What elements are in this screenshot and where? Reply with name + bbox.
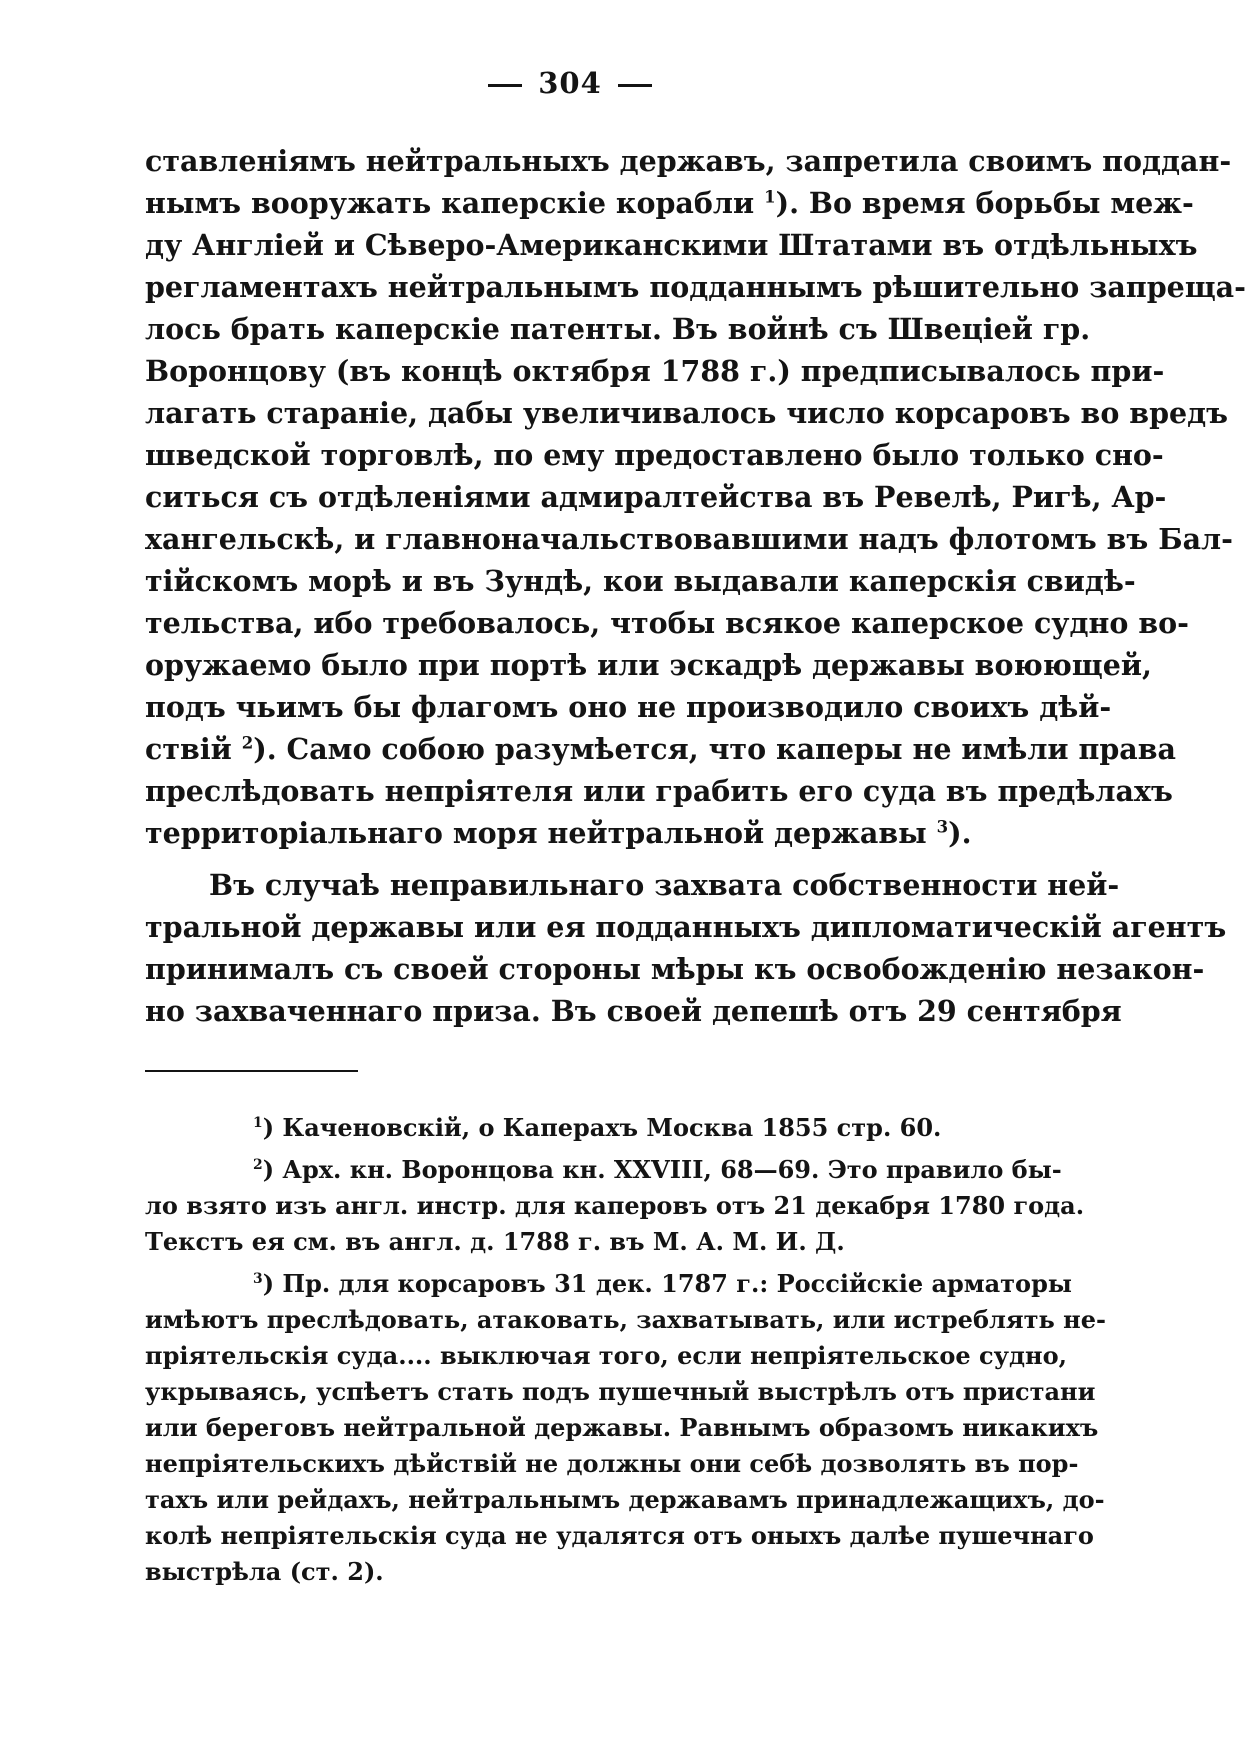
text-line: лагать стараніе, дабы увеличивалось число корсаровъ во вредъ bbox=[145, 396, 1229, 430]
footnote-line: пріятельскія суда.... выключая того, если непріятельское судно, bbox=[145, 1341, 1067, 1370]
footnote-line: непріятельскихъ дѣйствій не должны они себѣ дозволять въ пор- bbox=[145, 1449, 1079, 1478]
text-line: оружаемо было при портѣ или эскадрѣ державы воюющей, bbox=[145, 648, 1152, 682]
footnote-line: Текстъ ея см. въ англ. д. 1788 г. въ М. А. М. И. Д. bbox=[145, 1227, 845, 1256]
footnote-line: или береговъ нейтральной державы. Равнымъ образомъ никакихъ bbox=[145, 1413, 1099, 1442]
page-number bbox=[0, 66, 1140, 100]
footnote-3 bbox=[145, 1266, 1106, 1590]
text-line: тельства, ибо требовалось, чтобы всякое каперское судно во- bbox=[145, 606, 1189, 640]
paragraph-gap bbox=[145, 854, 1057, 864]
paragraph bbox=[145, 864, 1227, 1032]
footnote-marker: 1 bbox=[253, 1115, 263, 1131]
text-line: ствій $^2$). Само собою разумѣется, что каперы не имѣли права bbox=[145, 732, 1177, 766]
paragraph bbox=[145, 140, 1246, 854]
footnote-marker: 1 bbox=[764, 186, 776, 207]
text-line: подъ чьимъ бы флагомъ оно не производило своихъ дѣй- bbox=[145, 690, 1112, 724]
text-line: регламентахъ нейтральнымъ подданнымъ рѣшительно запреща- bbox=[145, 270, 1246, 304]
text-line: преслѣдовать непріятеля или грабить его суда въ предѣлахъ bbox=[145, 774, 1173, 808]
text-line: тральной державы или ея подданныхъ дипломатическій агентъ bbox=[145, 910, 1227, 944]
text-line: шведской торговлѣ, по ему предоставлено было только сно- bbox=[145, 438, 1164, 472]
text-line: лось брать каперскіе патенты. Въ войнѣ съ Швеціей гр. bbox=[145, 312, 1091, 346]
footnote-marker: 2 bbox=[241, 732, 254, 753]
text-line: нымъ вооружать каперскіе корабли $^1$). Во время борьбы меж- bbox=[145, 186, 1194, 220]
footnote-line: имѣютъ преслѣдовать, атаковать, захватывать, или истреблять не- bbox=[145, 1305, 1106, 1334]
main-text bbox=[145, 140, 1246, 1032]
text-line: хангельскѣ, и главноначальствовавшими надъ флотомъ въ Бал- bbox=[145, 522, 1233, 556]
footnote-divider bbox=[145, 1070, 358, 1072]
text-line: территоріальнаго моря нейтральной державы $^3$). bbox=[145, 816, 972, 850]
page-number-value: 304 bbox=[538, 66, 602, 100]
footnote-line: $^3$) Пр. для корсаровъ 31 дек. 1787 г.: Россійскіе арматоры bbox=[253, 1269, 1072, 1298]
text-line: ставленіямъ нейтральныхъ державъ, запретила своимъ поддан- bbox=[145, 144, 1232, 178]
page-number-dash-right bbox=[618, 84, 652, 87]
footnote-marker: 2 bbox=[253, 1157, 263, 1173]
text-line: Воронцову (въ концѣ октября 1788 г.) предписывалось при- bbox=[145, 354, 1165, 388]
footnote-line: выстрѣла (ст. 2). bbox=[145, 1557, 384, 1586]
footnote-line: $^1$) Каченовскій, о Каперахъ Москва 1855 стр. 60. bbox=[253, 1113, 942, 1142]
text-line: принималъ съ своей стороны мѣры къ освобожденію незакон- bbox=[145, 952, 1205, 986]
text-line: но захваченнаго приза. Въ своей депешѣ отъ 29 сентября bbox=[145, 994, 1122, 1028]
footnote-line: $^2$) Арх. кн. Воронцова кн. XXVIII, 68—69. Это правило бы- bbox=[253, 1155, 1062, 1184]
text-line: тійскомъ морѣ и въ Зундѣ, кои выдавали каперскія свидѣ- bbox=[145, 564, 1136, 598]
footnote-marker: 3 bbox=[253, 1271, 263, 1287]
page-number-dash-left bbox=[488, 84, 522, 87]
footnote-line: колѣ непріятельскія суда не удалятся отъ оныхъ далѣе пушечнаго bbox=[145, 1521, 1094, 1550]
text-line: ду Англіей и Сѣверо-Американскими Штатами въ отдѣльныхъ bbox=[145, 228, 1198, 262]
footnote-line: тахъ или рейдахъ, нейтральнымъ державамъ принадлежащихъ, до- bbox=[145, 1485, 1105, 1514]
footnotes bbox=[145, 1110, 1106, 1590]
text-line: Въ случаѣ неправильнаго захвата собственности ней- bbox=[209, 868, 1120, 902]
footnote-marker: 3 bbox=[936, 816, 949, 837]
footnote-2 bbox=[145, 1152, 1085, 1260]
text-line: ситься съ отдѣленіями адмиралтейства въ Ревелѣ, Ригѣ, Ар- bbox=[145, 480, 1167, 514]
footnote-line: укрываясь, успѣетъ стать подъ пушечный выстрѣлъ отъ пристани bbox=[145, 1377, 1096, 1406]
footnote-line: ло взято изъ англ. инстр. для каперовъ отъ 21 декабря 1780 года. bbox=[145, 1191, 1085, 1220]
footnote-1 bbox=[145, 1110, 1057, 1146]
